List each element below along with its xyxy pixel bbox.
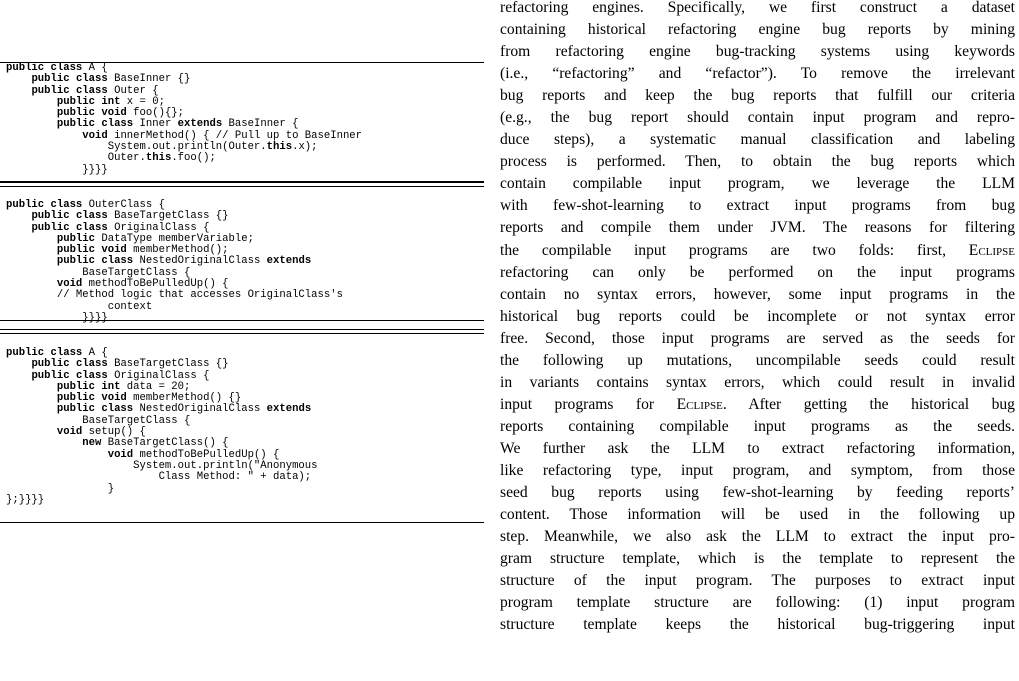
- code-token: [6, 233, 57, 245]
- body-line: seed bug reports using few-shot-learning by feeding reports’: [500, 484, 1015, 502]
- code-token: [6, 130, 82, 142]
- code-token: BaseTargetClass {}: [107, 358, 229, 371]
- code-line: [6, 289, 343, 301]
- code-keyword: public class: [6, 199, 83, 211]
- code-token: memberMethod();: [126, 244, 229, 257]
- code-line: [6, 130, 362, 142]
- code-line: [6, 278, 229, 290]
- code-token: // Method logic that accesses OriginalClass's: [6, 289, 343, 302]
- code-token: [6, 392, 57, 404]
- code-token: [6, 426, 57, 438]
- code-token: Class Method: " + data);: [6, 471, 312, 484]
- code-token: BaseTargetClass {: [6, 266, 191, 279]
- code-keyword: public: [56, 232, 96, 245]
- code-token: [6, 73, 31, 85]
- code-line: [6, 392, 241, 404]
- code-token: context: [6, 300, 153, 313]
- code-line: [6, 403, 311, 415]
- code-token: }}}}: [6, 163, 108, 176]
- code-token: NestedOriginalClass: [133, 255, 267, 268]
- code-token: NestedOriginalClass: [133, 403, 267, 416]
- body-line: refactoring can only be performed on the input programs: [500, 263, 1015, 281]
- code-token: [6, 381, 57, 393]
- code-token: methodToBePulledUp() {: [82, 278, 229, 291]
- code-token: BaseTargetClass() {: [101, 437, 229, 450]
- code-token: x = 0;: [120, 95, 165, 108]
- body-line: step. Meanwhile, we also ask the LLM to extract the input pro-: [500, 528, 1015, 546]
- code-keyword: void: [82, 129, 108, 142]
- code-keyword: public class: [56, 403, 134, 416]
- body-line: gram structure template, which is the template to represent the: [500, 550, 1015, 568]
- code-token: DataType memberVariable;: [95, 232, 254, 245]
- code-line: [6, 483, 114, 495]
- code-line: [6, 85, 159, 97]
- code-token: }: [6, 482, 115, 495]
- code-line: [6, 460, 318, 472]
- code-listing-3: [0, 342, 484, 523]
- code-line: [6, 370, 209, 382]
- code-text: [0, 63, 484, 176]
- code-keyword: void: [56, 426, 83, 439]
- code-keyword: extends: [177, 118, 223, 131]
- code-line: [6, 62, 108, 74]
- code-keyword: public class: [31, 84, 108, 97]
- code-token: data = 20;: [120, 380, 191, 393]
- code-token: methodToBePulledUp() {: [133, 448, 280, 461]
- body-line: (i.e., “refactoring” and “refactor”). To remove the irrelevant: [500, 65, 1015, 83]
- code-token: BaseTargetClass {: [6, 414, 191, 427]
- code-token: }}}}: [6, 311, 108, 324]
- code-token: BaseInner {: [222, 118, 299, 131]
- body-line: (e.g., the bug report should contain input program and repro-: [500, 109, 1015, 127]
- code-line: [6, 449, 279, 461]
- body-line: process is performed. Then, to obtain the bug reports which: [500, 153, 1015, 171]
- code-token: A {: [82, 347, 108, 359]
- code-listing-2: [0, 194, 484, 324]
- body-line: free. Second, those input programs are served as the seeds for: [500, 329, 1015, 347]
- code-keyword: public class: [56, 255, 134, 268]
- code-token: [6, 107, 57, 119]
- code-keyword: void: [107, 448, 134, 461]
- code-line: [6, 437, 229, 449]
- code-keyword: public int: [56, 95, 121, 108]
- body-line: program template structure are following: (1) input program: [500, 594, 1015, 612]
- code-token: foo(){};: [126, 107, 185, 120]
- code-token: OuterClass {: [82, 199, 165, 211]
- body-line: with few-shot-learning to extract input programs from bug: [500, 197, 1015, 215]
- code-line: [6, 107, 184, 119]
- code-token: .x);: [292, 141, 318, 154]
- code-text: [0, 194, 484, 324]
- small-caps-term: Eclipse: [676, 395, 723, 413]
- code-token: BaseInner {}: [107, 73, 191, 86]
- code-keyword: public class: [31, 358, 108, 371]
- code-token: [6, 449, 108, 461]
- code-line: [6, 494, 44, 506]
- body-line: in variants contains syntax errors, which could result in invalid: [500, 373, 1015, 391]
- code-token: memberMethod() {}: [126, 392, 242, 405]
- code-keyword: public class: [56, 118, 134, 131]
- code-line: [6, 233, 254, 245]
- code-keyword: extends: [266, 403, 312, 416]
- code-keyword: public int: [56, 380, 121, 393]
- code-keyword: new: [82, 437, 102, 450]
- body-line: contain no syntax errors, however, some input programs in the: [500, 285, 1015, 303]
- code-keyword: void: [56, 278, 83, 291]
- code-text: [0, 342, 484, 506]
- body-line: structure template keeps the historical bug-triggering input: [500, 616, 1015, 634]
- code-keyword: public class: [31, 221, 108, 234]
- code-token: setup() {: [82, 426, 146, 439]
- code-token: [6, 358, 31, 370]
- small-caps-term: Eclipse: [968, 241, 1015, 259]
- body-line: the following up mutations, uncompilable seeds could result: [500, 351, 1015, 369]
- code-listing-1: [0, 62, 484, 182]
- code-line: [6, 255, 311, 267]
- code-line: [6, 358, 229, 370]
- body-line: historical bug reports could be incomplete or not syntax error: [500, 307, 1015, 325]
- code-token: [6, 118, 57, 130]
- code-keyword: public class: [31, 73, 108, 86]
- code-line: [6, 210, 229, 222]
- code-line: [6, 426, 146, 438]
- code-token: OriginalClass {: [107, 221, 210, 234]
- body-line: input programs for Eclipse. After getting the historical bug: [500, 395, 1015, 413]
- code-token: Inner: [133, 118, 178, 131]
- code-line: [6, 118, 298, 130]
- code-token: [6, 403, 57, 415]
- code-token: [6, 370, 31, 382]
- code-token: innerMethod() { // Pull up to BaseInner: [107, 129, 363, 142]
- code-token: [6, 222, 31, 234]
- body-line: content. Those information will be used in the following up: [500, 506, 1015, 524]
- code-token: [6, 244, 57, 256]
- code-line: [6, 141, 318, 153]
- code-keyword: public void: [56, 107, 127, 120]
- listing-separator: [0, 329, 484, 334]
- code-keyword: public class: [31, 210, 108, 223]
- code-keyword: this: [266, 141, 293, 154]
- code-line: [6, 244, 229, 256]
- body-line: contain compilable input program, we leverage the LLM: [500, 175, 1015, 193]
- body-line: reports containing compilable input programs as the seeds.: [500, 417, 1015, 435]
- code-keyword: public class: [6, 62, 83, 74]
- code-token: [6, 96, 57, 108]
- code-line: [6, 199, 165, 211]
- code-token: [6, 255, 57, 267]
- code-line: [6, 222, 209, 234]
- body-line: from refactoring engine bug-tracking systems using keywords: [500, 43, 1015, 61]
- code-line: [6, 267, 190, 279]
- body-line: the compilable input programs are two folds: first, Eclipse: [500, 241, 1015, 259]
- code-token: OriginalClass {: [107, 369, 210, 382]
- body-line: We further ask the LLM to extract refactoring information,: [500, 439, 1015, 457]
- listing-separator: [0, 182, 484, 187]
- code-line: [6, 347, 108, 359]
- code-line: [6, 73, 190, 85]
- body-line: reports and compile them under JVM. The reasons for filtering: [500, 219, 1015, 237]
- code-keyword: public void: [56, 392, 127, 405]
- code-keyword: extends: [266, 255, 312, 268]
- code-line: [6, 381, 190, 393]
- code-line: [6, 164, 108, 176]
- body-line: like refactoring type, input program, and symptom, from those: [500, 461, 1015, 479]
- code-token: .foo();: [171, 152, 216, 165]
- code-token: [6, 85, 31, 97]
- body-line: containing historical refactoring engine bug reports by mining: [500, 21, 1015, 39]
- code-line: [6, 152, 216, 164]
- code-line: [6, 312, 108, 324]
- code-line: [6, 415, 190, 427]
- code-line: [6, 471, 311, 483]
- code-token: Outer.: [6, 152, 146, 165]
- body-paragraph: [500, 0, 1015, 638]
- body-line: bug reports and keep the bug reports that fulfill our criteria: [500, 87, 1015, 105]
- code-token: System.out.println(Outer.: [6, 141, 267, 154]
- code-token: A {: [82, 62, 108, 74]
- code-token: [6, 210, 31, 222]
- code-token: System.out.println("Anonymous: [6, 459, 318, 472]
- code-token: BaseTargetClass {}: [107, 210, 229, 223]
- code-token: };}}}}: [6, 493, 45, 506]
- code-token: Outer {: [107, 84, 159, 97]
- body-line: duce steps), a systematic manual classification and labeling: [500, 131, 1015, 149]
- code-token: [6, 278, 57, 290]
- code-keyword: this: [145, 152, 172, 165]
- code-line: [6, 301, 152, 313]
- code-keyword: public class: [6, 347, 83, 359]
- code-keyword: public void: [56, 244, 127, 257]
- code-line: [6, 96, 165, 108]
- code-token: [6, 437, 82, 449]
- body-line: refactoring engines. Specifically, we first construct a dataset: [500, 0, 1015, 16]
- body-line: structure of the input program. The purposes to extract input: [500, 572, 1015, 590]
- code-keyword: public class: [31, 369, 108, 382]
